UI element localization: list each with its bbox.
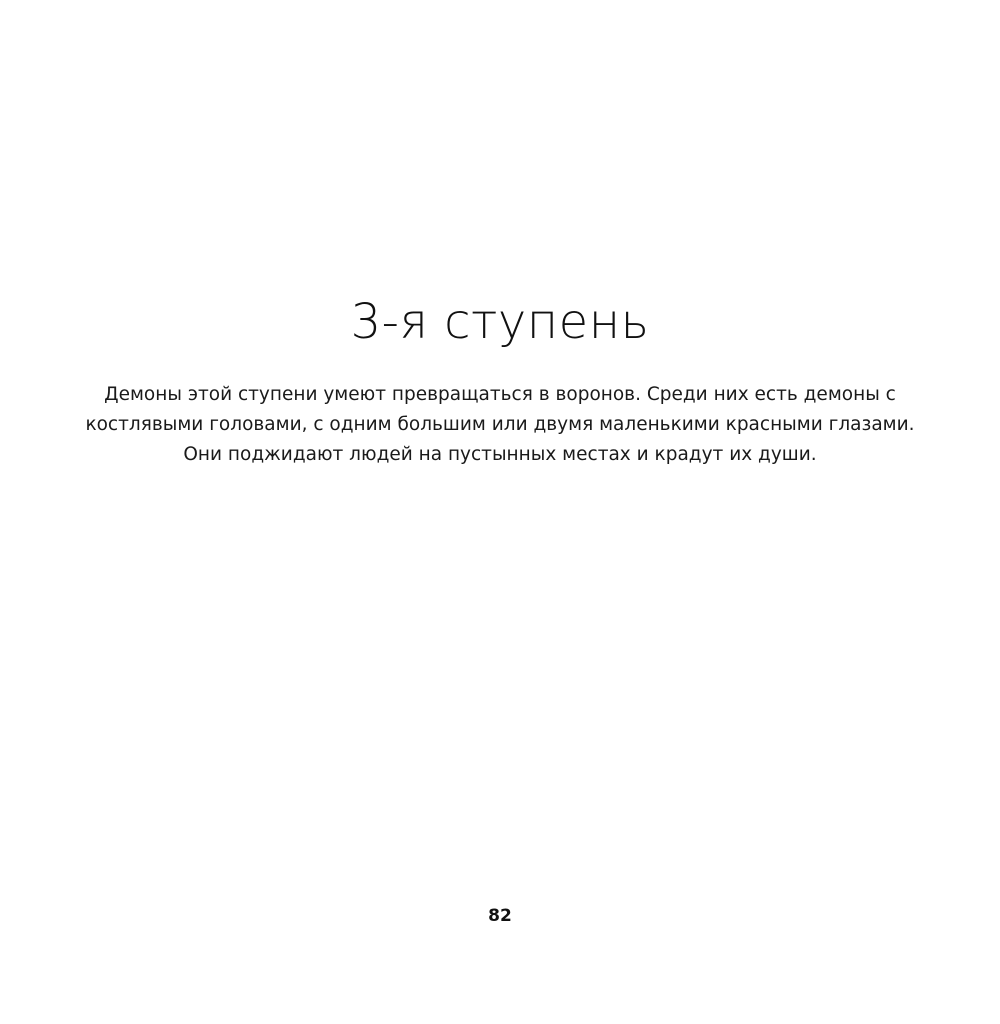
section-heading: 3-я ступень — [350, 294, 650, 350]
page-number: 82 — [488, 906, 512, 926]
body-paragraph: Демоны этой ступени умеют превращаться в воронов. Среди них есть демоны с костлявыми головами, с одним большим или двумя маленькими красными глазами. Они поджидают людей на пустынных местах и крадут их души. — [85, 384, 915, 465]
